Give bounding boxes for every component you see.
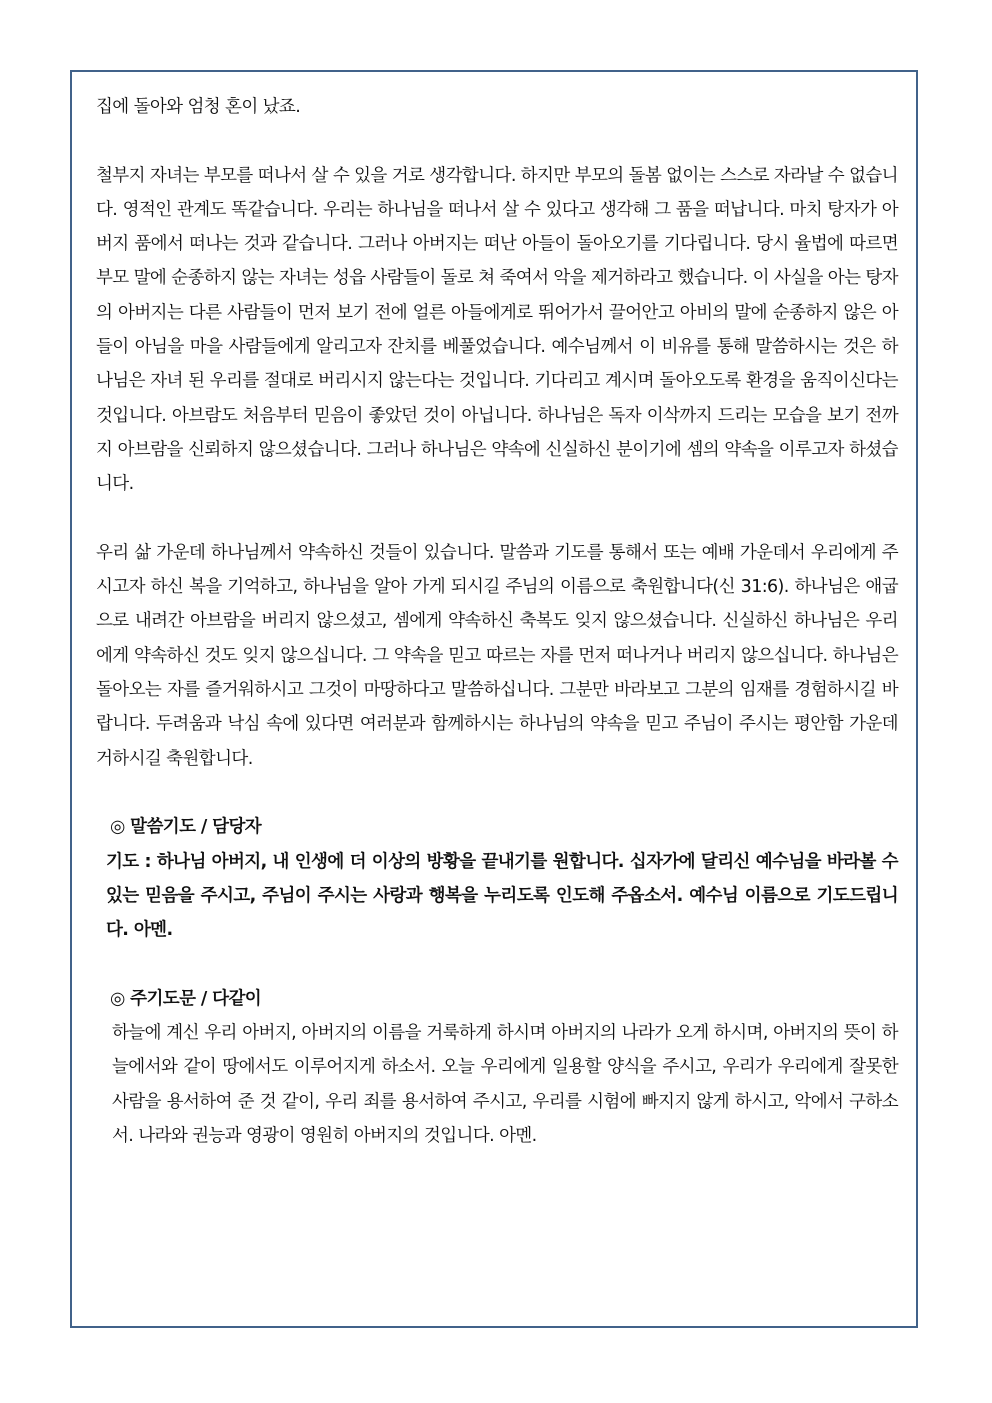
paragraph-1: 철부지 자녀는 부모를 떠나서 살 수 있을 거로 생각합니다. 하지만 부모의 돌봄 없이는 스스로 자라날 수 없습니다. 영적인 관계도 똑같습니다. 우리는 하나님을 떠나서 살 수 있다고 생각해 그 품을 떠납니다. 마치 탕자가 아버지 품에서 떠나는 것과 같습니다. 그러나 아버지는 떠난 아들이 돌아오기를 기다립니다. 당시 율법에 따르면 부모 말에 순종하지 않는 자녀는 성읍 사람들이 돌로 쳐 죽여서 악을 제거하라고 했습니다. 이 사실을 아는 탕자의 아버지는 다른 사람들이 먼저 보기 전에 얼른 아들에게로 뛰어가서 끌어안고 아비의 말에 순종하지 않은 아들이 아님을 마을 사람들에게 알리고자 잔치를 베풀었습니다. 예수님께서 이 비유를 통해 말씀하시는 것은 하나님은 자녀 된 우리를 절대로 버리시지 않는다는 것입니다. 기다리고 계시며 돌아오도록 환경을 움직이신다는 것입니다. 아브람도 처음부터 믿음이 좋았던 것이 아닙니다. 하나님은 독자 이삭까지 드리는 모습을 보기 전까지 아브람을 신뢰하지 않으셨습니다. 그러나 하나님은 약속에 신실하신 분이기에 셈의 약속을 이루고자 하셨습니다. — [96, 165, 898, 495]
opening-line: 집에 돌아와 엄청 혼이 났죠. — [96, 97, 301, 117]
spacer — [96, 776, 898, 810]
paragraph-2: 우리 삶 가운데 하나님께서 약속하신 것들이 있습니다. 말씀과 기도를 통해서 또는 예배 가운데서 우리에게 주시고자 하신 복을 기억하고, 하나님을 알아 가게 되시길 주님의 이름으로 축원합니다(신 31:6). 하나님은 애굽으로 내려간 아브람을 버리지 않으셨고, 셈에게 약속하신 축복도 잊지 않으셨습니다. 신실하신 하나님은 우리에게 약속하신 것도 잊지 않으십니다. 그 약속을 믿고 따르는 자를 먼저 떠나거나 버리지 않으십니다. 하나님은 돌아오는 자를 즐거워하시고 그것이 마땅하다고 말씀하십니다. 그분만 바라보고 그분의 임재를 경험하시길 바랍니다. 두려움과 낙심 속에 있다면 여러분과 함께하시는 하나님의 약속을 믿고 주님이 주시는 평안함 가운데 거하시길 축원합니다. — [96, 542, 898, 769]
lords-prayer-text: 하늘에 계신 우리 아버지, 아버지의 이름을 거룩하게 하시며 아버지의 나라가 오게 하시며, 아버지의 뜻이 하늘에서와 같이 땅에서도 이루어지게 하소서. 오늘 우리에게 일용할 양식을 주시고, 우리가 우리에게 잘못한 사람을 용서하여 준 것 같이, 우리 죄를 용서하여 주시고, 우리를 시험에 빠지지 않게 하시고, 악에서 구하소서. 나라와 권능과 영광이 영원히 아버지의 것입니다. 아멘. — [112, 1023, 898, 1146]
prayer-section-title: ◎ 말씀기도 / 담당자 — [110, 817, 262, 838]
lords-prayer-section-title: ◎ 주기도문 / 다같이 — [110, 988, 262, 1009]
spacer — [96, 124, 898, 158]
spacer — [96, 502, 898, 536]
prayer-text: 기도 : 하나님 아버지, 내 인생에 더 이상의 방황을 끝내기를 원합니다. 십자가에 달리신 예수님을 바라볼 수 있는 믿음을 주시고, 주님이 주시는 사랑과 행복을 누리도록 인도해 주옵소서. 예수님 이름으로 기도드립니다. 아멘. — [106, 851, 898, 941]
document-body — [96, 90, 898, 1153]
spacer — [96, 947, 898, 981]
